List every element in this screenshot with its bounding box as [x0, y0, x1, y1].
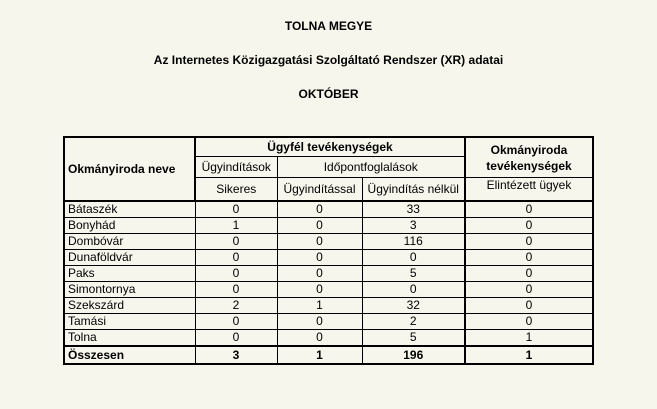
row-completed: 0 [465, 314, 593, 330]
row-completed: 1 [465, 330, 593, 347]
total-successful: 3 [195, 346, 277, 364]
row-with-initiation: 0 [277, 330, 362, 347]
row-office-name: Bátaszék [64, 201, 195, 218]
header-initiations: Ügyindítások [195, 157, 277, 178]
row-successful: 0 [195, 234, 277, 250]
row-completed: 0 [465, 234, 593, 250]
table-row [64, 234, 593, 250]
county-title: TOLNA MEGYE [284, 19, 373, 33]
row-with-initiation: 0 [277, 314, 362, 330]
row-without-initiation: 5 [362, 266, 465, 282]
table-row [64, 250, 593, 266]
table-row [64, 314, 593, 330]
row-with-initiation: 0 [277, 282, 362, 298]
row-with-initiation: 0 [277, 201, 362, 218]
row-successful: 0 [195, 250, 277, 266]
row-office-name: Dunaföldvár [64, 250, 195, 266]
total-without-initiation: 196 [362, 346, 465, 364]
row-successful: 2 [195, 298, 277, 314]
row-completed: 0 [465, 250, 593, 266]
row-without-initiation: 5 [362, 330, 465, 347]
row-with-initiation: 0 [277, 234, 362, 250]
header-appointments: Időpontfoglalások [277, 157, 465, 178]
header-client-activities: Ügyfél tevékenységek [195, 137, 465, 157]
row-completed: 0 [465, 201, 593, 218]
row-completed: 0 [465, 282, 593, 298]
row-successful: 1 [195, 218, 277, 234]
row-successful: 0 [195, 266, 277, 282]
report-subtitle: Az Internetes Közigazgatási Szolgáltató Rendszer (XR) adatai [153, 53, 504, 67]
row-office-name: Bonyhád [64, 218, 195, 234]
row-office-name: Paks [64, 266, 195, 282]
report-month: OKTÓBER [298, 87, 359, 101]
header-with-initiation: Ügyindítással [277, 178, 362, 202]
table-row [64, 218, 593, 234]
header-completed: Elintézett ügyek [465, 178, 593, 202]
total-row [64, 346, 593, 364]
row-without-initiation: 116 [362, 234, 465, 250]
row-with-initiation: 0 [277, 218, 362, 234]
table-row [64, 282, 593, 298]
total-label: Összesen [64, 346, 195, 364]
row-successful: 0 [195, 314, 277, 330]
row-with-initiation: 1 [277, 298, 362, 314]
table-row [64, 330, 593, 347]
statistics-table [63, 136, 594, 365]
row-office-name: Szekszárd [64, 298, 195, 314]
row-without-initiation: 32 [362, 298, 465, 314]
total-completed: 1 [465, 346, 593, 364]
row-completed: 0 [465, 218, 593, 234]
row-without-initiation: 3 [362, 218, 465, 234]
row-without-initiation: 2 [362, 314, 465, 330]
header-office-activities: Okmányiroda tevékenységek [465, 137, 593, 178]
row-with-initiation: 0 [277, 250, 362, 266]
table-row [64, 298, 593, 314]
row-successful: 0 [195, 330, 277, 347]
header-successful: Sikeres [195, 178, 277, 202]
row-office-name: Tolna [64, 330, 195, 347]
row-completed: 0 [465, 266, 593, 282]
table-row [64, 201, 593, 218]
row-office-name: Simontornya [64, 282, 195, 298]
header-without-initiation: Ügyindítás nélkül [362, 178, 465, 202]
row-office-name: Tamási [64, 314, 195, 330]
header-office-name: Okmányiroda neve [64, 137, 195, 201]
row-without-initiation: 33 [362, 201, 465, 218]
row-with-initiation: 0 [277, 266, 362, 282]
row-without-initiation: 0 [362, 282, 465, 298]
row-without-initiation: 0 [362, 250, 465, 266]
total-with-initiation: 1 [277, 346, 362, 364]
row-completed: 0 [465, 298, 593, 314]
row-successful: 0 [195, 282, 277, 298]
row-successful: 0 [195, 201, 277, 218]
table-row [64, 266, 593, 282]
row-office-name: Dombóvár [64, 234, 195, 250]
